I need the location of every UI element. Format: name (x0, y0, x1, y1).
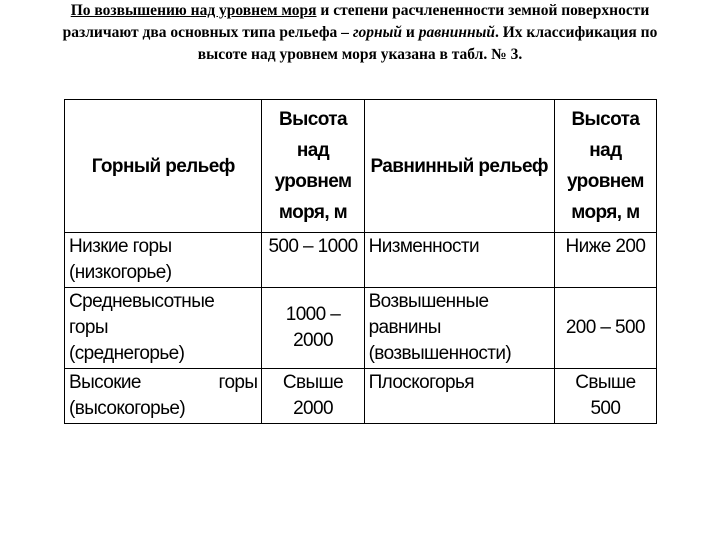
cell-mountain-type-line1 (69, 370, 257, 396)
header-mountain-relief: Горный рельеф (65, 100, 262, 233)
header-height-mountain: Высота над уровнем моря, м (262, 100, 364, 233)
cell-plain-type-line1: Возвышенные равнины (368, 291, 489, 338)
cell-mountain-height: 500 – 1000 (262, 233, 364, 288)
cell-mountain-height: 1000 – 2000 (262, 288, 364, 369)
table-row (65, 233, 657, 288)
term-plain: равнинный (418, 24, 495, 41)
relief-table-wrapper (64, 99, 657, 424)
header-plain-relief: Равнинный рельеф (364, 100, 554, 233)
cell-plain-type: Плоскогорья (364, 369, 554, 424)
cell-plain-type-line2: (возвышенности) (368, 343, 512, 364)
cell-mountain-type (65, 369, 262, 424)
header-height-plain: Высота над уровнем моря, м (554, 100, 656, 233)
cell-mountain-word2: горы (218, 372, 258, 393)
table-row (65, 369, 657, 424)
term-mountain: горный (352, 24, 403, 41)
table-row (65, 288, 657, 369)
cell-plain-height: 200 – 500 (554, 288, 656, 369)
table-header-row (65, 100, 657, 233)
intro-text-part3: и (402, 24, 419, 41)
cell-plain-type (364, 288, 554, 369)
cell-mountain-type-line2: (высокогорье) (69, 398, 186, 419)
cell-mountain-height-line2: 2000 (293, 398, 333, 419)
intro-text-part4: . Их классификация по высоте над уровнем моря указана в табл. № 3. (197, 24, 658, 63)
cell-plain-type: Низменности (364, 233, 554, 288)
cell-mountain-type (65, 288, 262, 369)
cell-plain-height: Ниже 200 (554, 233, 656, 288)
intro-paragraph (40, 0, 680, 66)
cell-plain-height: Свыше 500 (554, 369, 656, 424)
cell-mountain-type: Низкие горы (низкогорье) (65, 233, 262, 288)
cell-mountain-height (262, 369, 364, 424)
relief-classification-table (64, 99, 657, 424)
intro-text-part2: и степени расчлененности земной поверхности различают два основных типа рельефа – (62, 2, 650, 41)
intro-underlined-phrase: По возвышению над уровнем моря (70, 2, 317, 19)
cell-mountain-word1: Высокие (69, 372, 141, 393)
cell-mountain-type-line1: Средневысотные горы (69, 291, 215, 338)
cell-mountain-height-line1: Свыше (282, 372, 344, 393)
cell-mountain-type-line2: (среднегорье) (69, 343, 185, 364)
